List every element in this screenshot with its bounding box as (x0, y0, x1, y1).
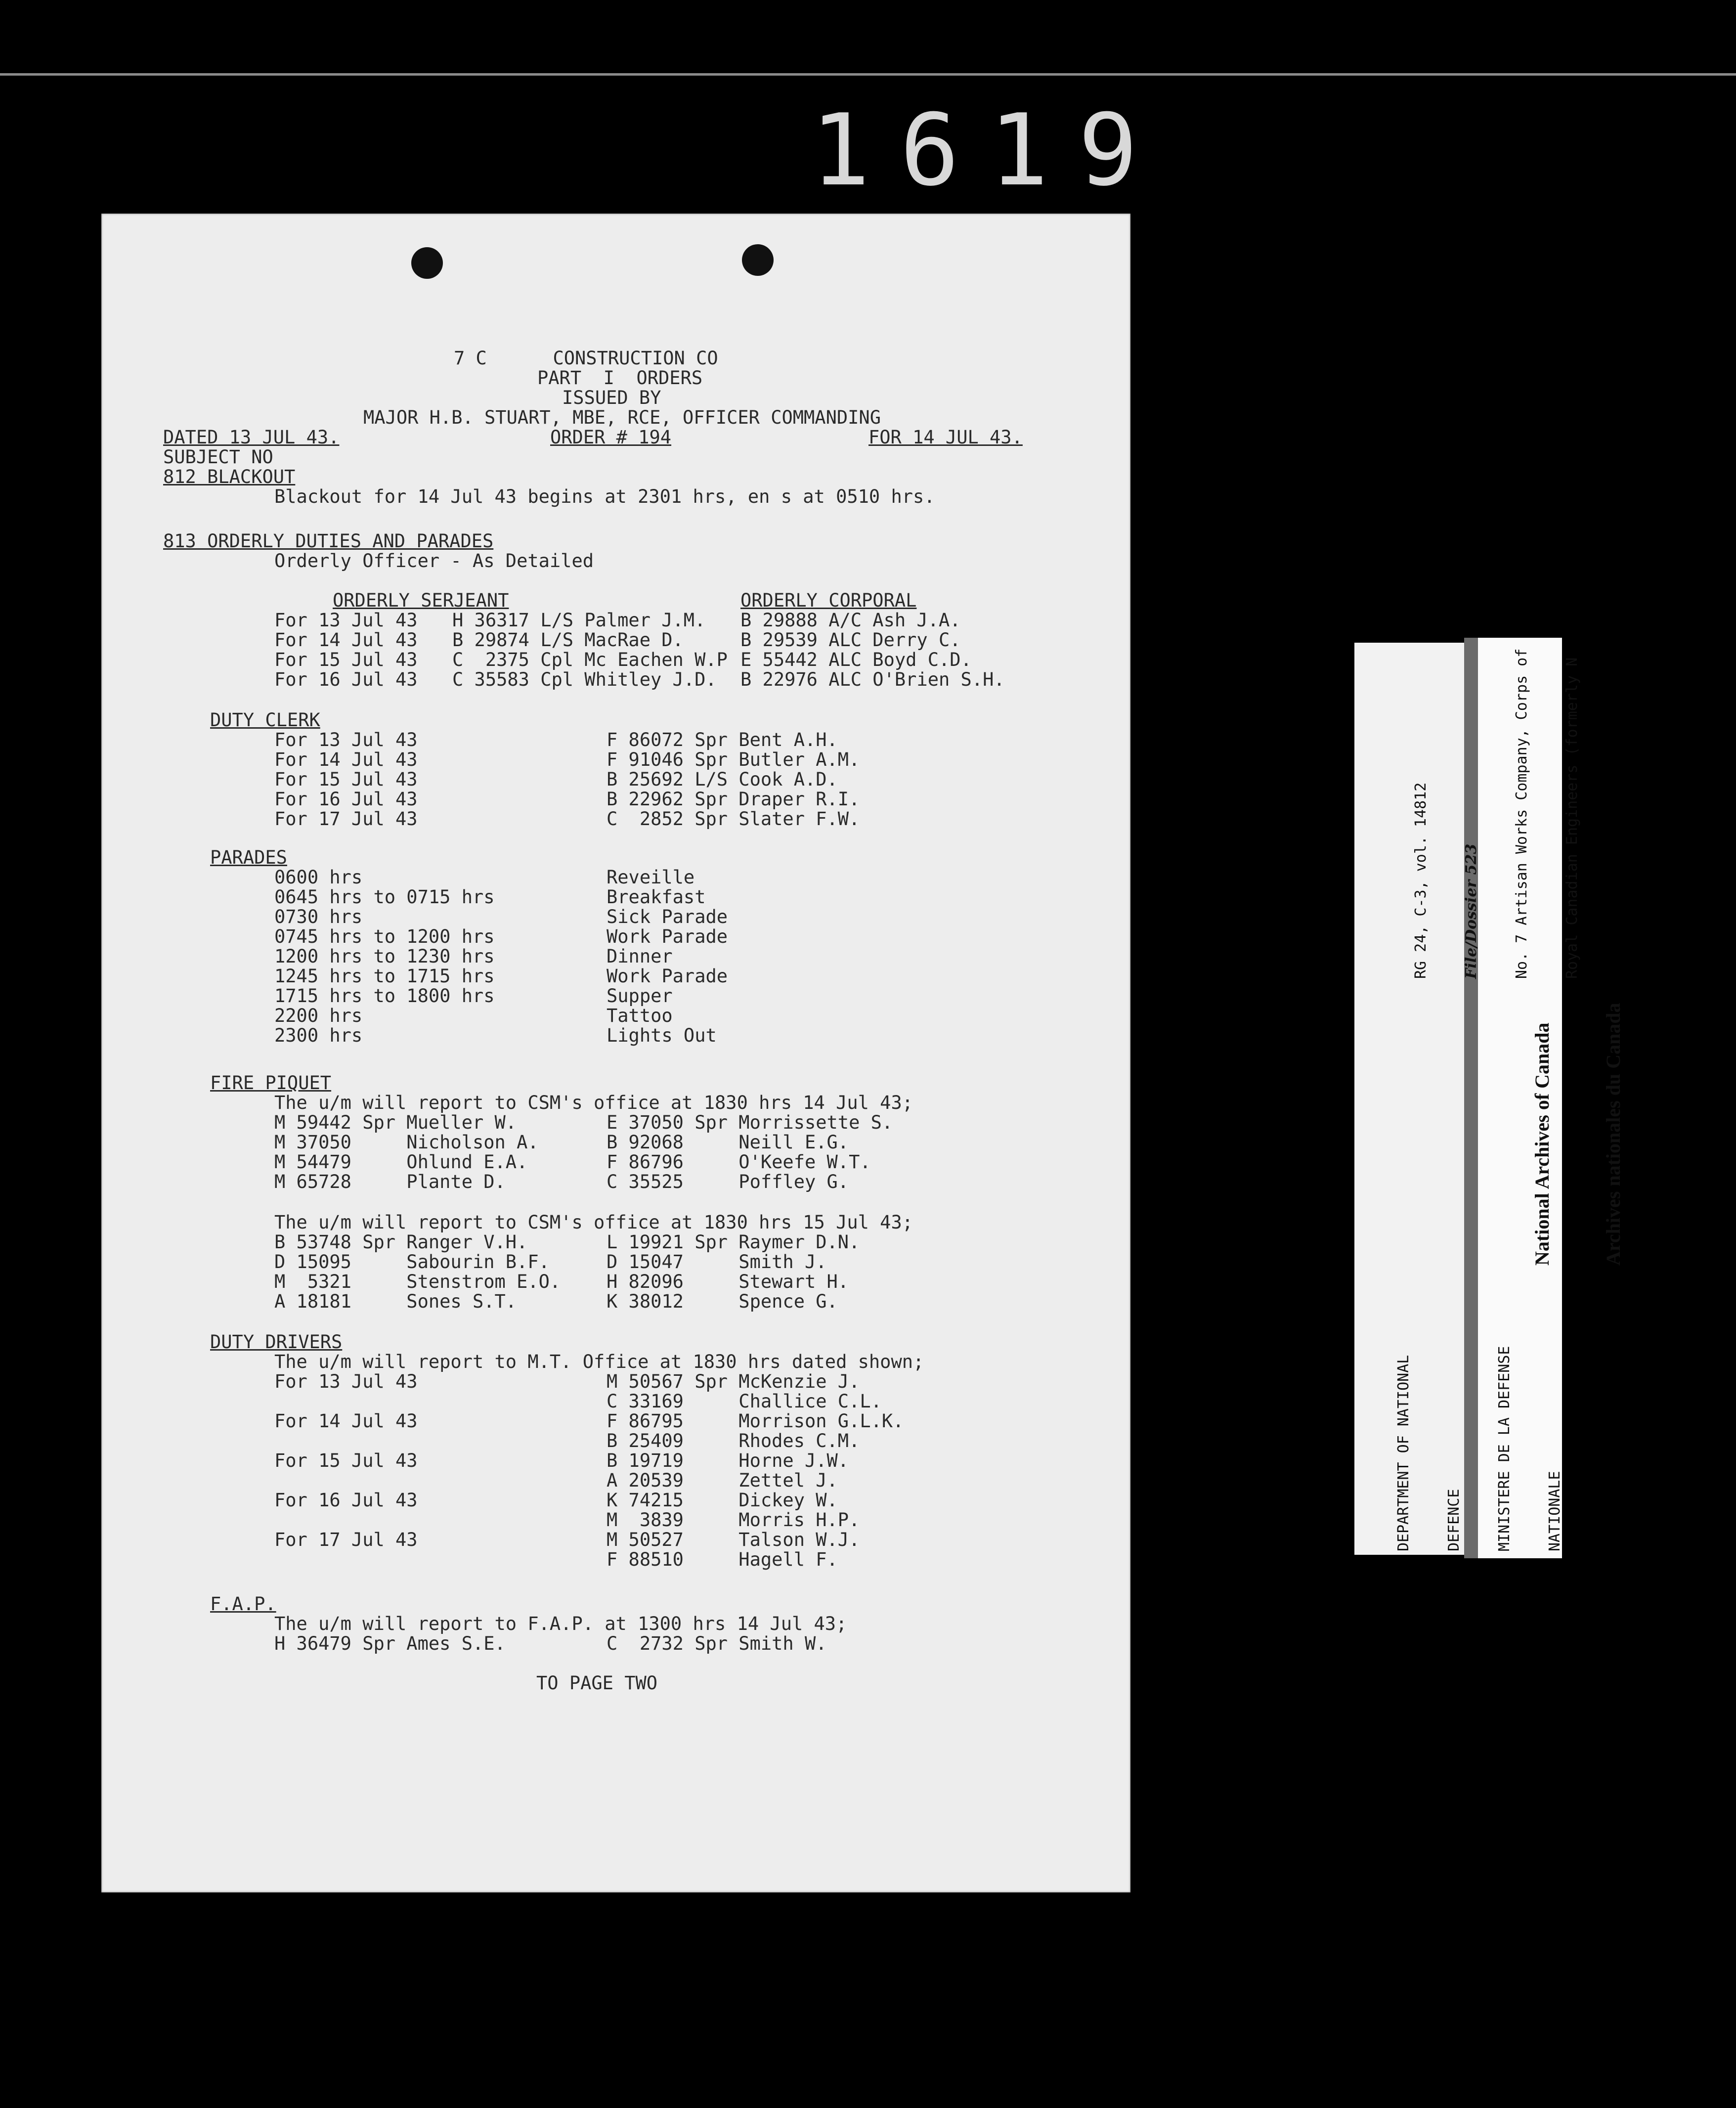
duty-clerk-heading: DUTY CLERK (210, 709, 320, 731)
duty-clerk-name: F 86072 Spr Bent A.H. (607, 729, 838, 750)
orderly-corporal: B 22976 ALC O'Brien S.H. (740, 669, 1005, 690)
duty-driver-name: C 33169 Challice C.L. (607, 1391, 882, 1412)
duty-clerk-date: For 16 Jul 43 (274, 789, 418, 810)
orderly-corporal: E 55442 ALC Boyd C.D. (740, 649, 972, 670)
label-file-line-2: File/Dossier 523 (1463, 843, 1480, 979)
label-dept-line-3: MINISTERE DE LA DEFENSE (1496, 1346, 1513, 1551)
orderly-serjeant: C 2375 Cpl Mc Eachen W.P (452, 649, 728, 670)
commanding-officer: MAJOR H.B. STUART, MBE, RCE, OFFICER COMMANDING (363, 407, 881, 428)
fire-piquet-member: A 18181 Sones S.T. (274, 1291, 517, 1312)
fire-piquet-member: C 35525 Poffley G. (607, 1171, 849, 1192)
label-department (1362, 1346, 1580, 1551)
duty-driver-date: For 14 Jul 43 (274, 1410, 418, 1432)
parade-event: Work Parade (607, 926, 728, 947)
label-file-line-1: RG 24, C-3, vol. 14812 (1412, 782, 1430, 979)
fire-piquet-member: M 65728 Plante D. (274, 1171, 506, 1192)
duty-driver-date: For 16 Jul 43 (274, 1490, 418, 1511)
duty-driver-name: B 19719 Horne J.W. (607, 1450, 849, 1471)
duty-driver-date: For 13 Jul 43 (274, 1371, 418, 1392)
orderly-corporal: B 29539 ALC Derry C. (740, 629, 961, 651)
duty-driver-name: M 3839 Morris H.P. (607, 1509, 860, 1531)
duty-clerk-date: For 14 Jul 43 (274, 749, 418, 770)
label-file-reference (1379, 649, 1598, 979)
orderly-serjeant: C 35583 Cpl Whitley J.D. (452, 669, 717, 690)
order-sheet (101, 214, 1130, 1892)
fire-piquet-member: M 59442 Spr Mueller W. (274, 1112, 517, 1133)
label-dept-line-1: DEPARTMENT OF NATIONAL (1395, 1355, 1412, 1551)
orderly-serjeant: B 29874 L/S MacRae D. (452, 629, 684, 651)
duty-clerk-name: B 25692 L/S Cook A.D. (607, 769, 838, 790)
parade-time: 1715 hrs to 1800 hrs (274, 985, 495, 1007)
label-file-line-4: Royal Canadian Engineers (formerly N (1563, 657, 1581, 979)
unit-title: 7 C CONSTRUCTION CO (454, 348, 774, 369)
duty-drivers-intro: The u/m will report to M.T. Office at 1830 hrs dated shown; (274, 1351, 924, 1372)
fire-piquet-member: F 86796 O'Keefe W.T. (607, 1151, 871, 1173)
orderly-heading: 813 ORDERLY DUTIES AND PARADES (163, 530, 494, 552)
orderly-row-date: For 13 Jul 43 (274, 610, 418, 631)
subject-no: SUBJECT NO (163, 446, 273, 468)
orderly-officer: Orderly Officer - As Detailed (274, 550, 594, 571)
parade-time: 0600 hrs (274, 867, 363, 888)
orderly-row-date: For 14 Jul 43 (274, 629, 418, 651)
duty-driver-name: A 20539 Zettel J. (607, 1470, 838, 1491)
duty-clerk-date: For 15 Jul 43 (274, 769, 418, 790)
order-number: ORDER # 194 (550, 427, 672, 448)
orderly-row-date: For 16 Jul 43 (274, 669, 418, 690)
part-orders: PART I ORDERS (537, 367, 703, 389)
fire-piquet-member: E 37050 Spr Morrissette S. (607, 1112, 893, 1133)
dated: DATED 13 JUL 43. (163, 427, 340, 448)
fire-piquet-member: M 5321 Stenstrom E.O. (274, 1271, 561, 1292)
fap-left: H 36479 Spr Ames S.E. (274, 1633, 506, 1654)
label-file-line-3: No. 7 Artisan Works Company, Corps of (1513, 648, 1530, 979)
fire-piquet-member: B 92068 Neill E.G. (607, 1132, 849, 1153)
orderly-corporal-heading: ORDERLY CORPORAL (740, 590, 917, 611)
duty-driver-name: F 86795 Morrison G.L.K. (607, 1410, 904, 1432)
duty-driver-date: For 17 Jul 43 (274, 1529, 418, 1550)
fire-piquet-intro-2: The u/m will report to CSM's office at 1830 hrs 15 Jul 43; (274, 1212, 913, 1233)
parade-time: 0730 hrs (274, 906, 363, 927)
label-dept-line-2: DEFENCE (1445, 1489, 1463, 1551)
duty-driver-name: M 50567 Spr McKenzie J. (607, 1371, 860, 1392)
parade-event: Sick Parade (607, 906, 728, 927)
duty-driver-date: For 15 Jul 43 (274, 1450, 418, 1471)
order-for-date: FOR 14 JUL 43. (868, 427, 1023, 448)
fire-piquet-member: H 82096 Stewart H. (607, 1271, 849, 1292)
fire-piquet-member: D 15095 Sabourin B.F. (274, 1251, 550, 1273)
to-page-two: TO PAGE TWO (536, 1672, 658, 1694)
film-top-edge (0, 73, 1736, 76)
fire-piquet-intro-1: The u/m will report to CSM's office at 1830 hrs 14 Jul 43; (274, 1092, 913, 1113)
issued-by: ISSUED BY (562, 387, 661, 408)
parade-time: 2300 hrs (274, 1025, 363, 1046)
parade-event: Supper (607, 985, 673, 1007)
punch-hole-right (742, 244, 774, 276)
duty-drivers-heading: DUTY DRIVERS (210, 1331, 343, 1353)
fire-piquet-member: D 15047 Smith J. (607, 1251, 827, 1273)
duty-clerk-name: F 91046 Spr Butler A.M. (607, 749, 860, 770)
punch-hole-left (411, 247, 443, 279)
orderly-serjeant-heading: ORDERLY SERJEANT (333, 590, 509, 611)
duty-clerk-date: For 13 Jul 43 (274, 729, 418, 750)
duty-clerk-date: For 17 Jul 43 (274, 808, 418, 830)
duty-driver-name: B 25409 Rhodes C.M. (607, 1430, 860, 1451)
label-dept-line-4: NATIONALE (1546, 1471, 1563, 1551)
orderly-corporal: B 29888 A/C Ash J.A. (740, 610, 961, 631)
parade-event: Reveille (607, 867, 695, 888)
parade-time: 1245 hrs to 1715 hrs (274, 966, 495, 987)
duty-clerk-name: C 2852 Spr Slater F.W. (607, 808, 860, 830)
duty-driver-name: K 74215 Dickey W. (607, 1490, 838, 1511)
fire-piquet-member: B 53748 Spr Ranger V.H. (274, 1231, 528, 1253)
label-archives-stamp (1483, 1003, 1649, 1266)
fire-piquet-member: L 19921 Spr Raymer D.N. (607, 1231, 860, 1253)
fire-piquet-member: M 37050 Nicholson A. (274, 1132, 539, 1153)
orderly-row-date: For 15 Jul 43 (274, 649, 418, 670)
parade-time: 0645 hrs to 0715 hrs (274, 886, 495, 908)
blackout-heading: 812 BLACKOUT (163, 466, 296, 487)
fire-piquet-member: M 54479 Ohlund E.A. (274, 1151, 528, 1173)
orderly-serjeant: H 36317 L/S Palmer J.M. (452, 610, 706, 631)
frame-number: 1619 (811, 93, 1168, 208)
fire-piquet-heading: FIRE PIQUET (210, 1072, 332, 1094)
fap-heading: F.A.P. (210, 1593, 276, 1615)
parades-heading: PARADES (210, 847, 287, 868)
duty-clerk-name: B 22962 Spr Draper R.I. (607, 789, 860, 810)
parade-event: Tattoo (607, 1005, 673, 1026)
fap-right: C 2732 Spr Smith W. (607, 1633, 827, 1654)
duty-driver-name: M 50527 Talson W.J. (607, 1529, 860, 1550)
parade-time: 1200 hrs to 1230 hrs (274, 946, 495, 967)
parade-event: Dinner (607, 946, 673, 967)
duty-driver-name: F 88510 Hagell F. (607, 1549, 838, 1570)
label-archives-en: National Archives of Canada (1531, 1022, 1553, 1266)
parade-time: 0745 hrs to 1200 hrs (274, 926, 495, 947)
fap-intro: The u/m will report to F.A.P. at 1300 hrs 14 Jul 43; (274, 1613, 847, 1634)
parade-event: Lights Out (607, 1025, 717, 1046)
parade-event: Work Parade (607, 966, 728, 987)
parade-event: Breakfast (607, 886, 706, 908)
fire-piquet-member: K 38012 Spence G. (607, 1291, 838, 1312)
parade-time: 2200 hrs (274, 1005, 363, 1026)
label-archives-fr: Archives nationales du Canada (1602, 1003, 1624, 1266)
blackout-text: Blackout for 14 Jul 43 begins at 2301 hrs, en s at 0510 hrs. (274, 486, 935, 507)
